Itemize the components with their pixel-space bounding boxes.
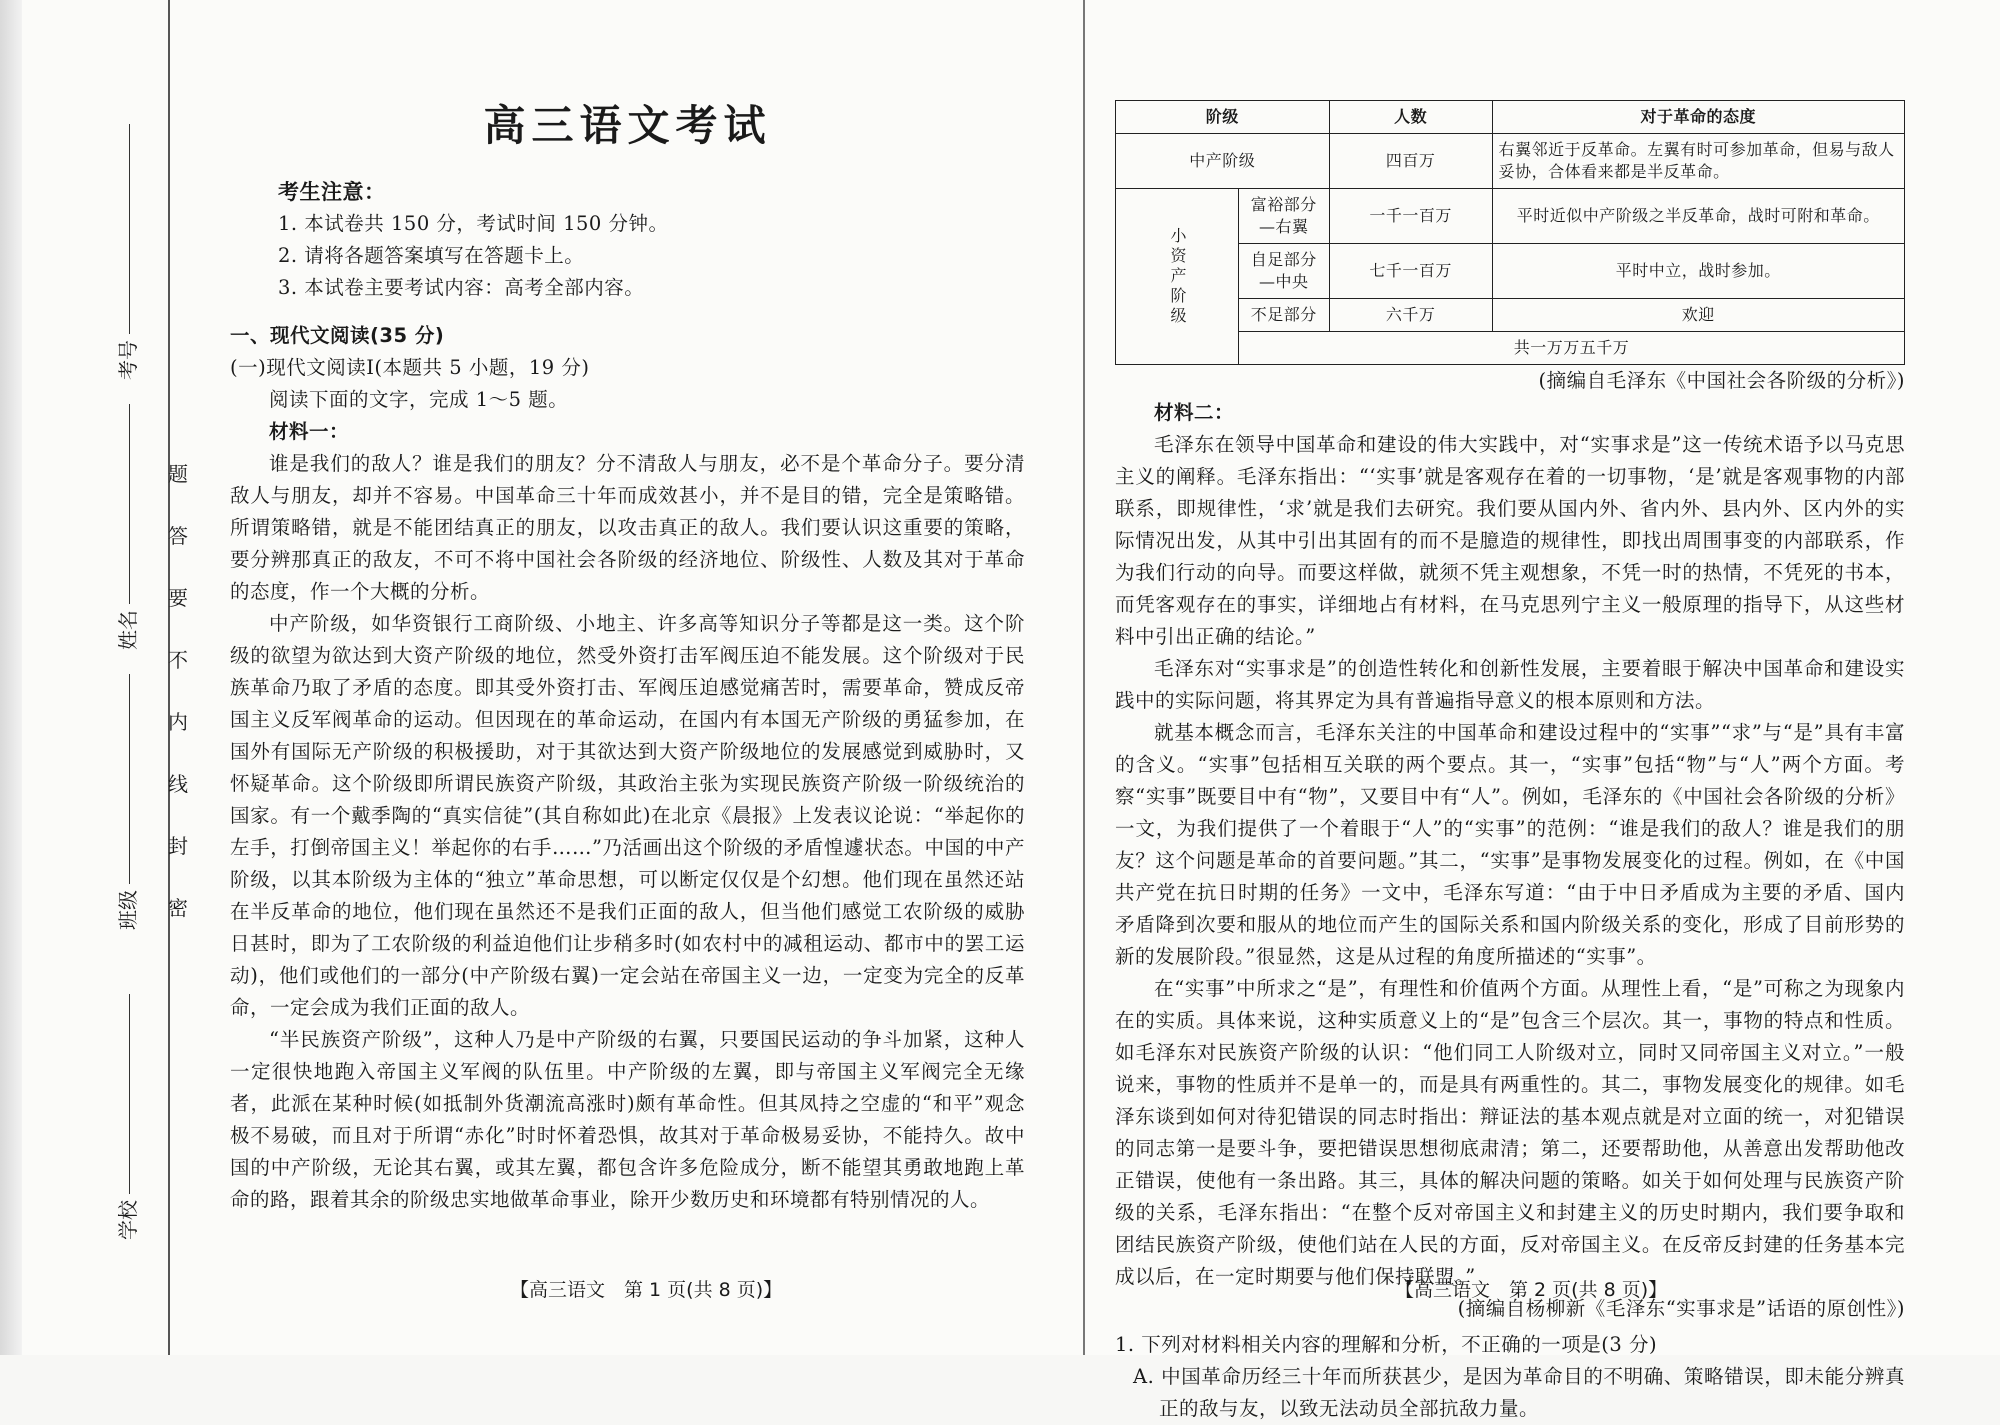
option-a: A. 中国革命历经三十年而所获甚少，是因为革命目的不明确、策略错误，即未能分辨真正的敌与友，以致无法动员全部抗敌力量。 <box>1133 1365 1905 1420</box>
exam-number-field[interactable]: 考号 <box>112 124 141 380</box>
fold-line <box>168 0 170 1355</box>
source-citation: (摘编自毛泽东《中国社会各阶级的分析》) <box>1538 369 1905 392</box>
seal-char: 题 <box>168 462 188 486</box>
table-cell: 平时近似中产阶级之半反革命，战时可附和革命。 <box>1492 189 1904 244</box>
seal-char: 内 <box>168 710 188 734</box>
paragraph: 毛泽东在领导中国革命和建设的伟大实践中，对“实事求是”这一传统术语予以马克思主义的阐释。毛泽东指出：“‘实事’就是客观存在着的一切事物，‘是’就是客观事物的内部联系，即规律性，‘求’就是我们去研究。我们要从国内外、省内外、县内外、区内外的实际情况出发，从其中引出其固有的而不是臆造的规律性，即找出周围事变的内部联系，作为我们行动的向导。而要这样做，就须不凭主观想象，不凭一时的热情，不凭死的书本，而凭客观存在的事实，详细地占有材料，在马克思列宁主义一般原理的指导下，从这些材料中引出正确的结论。” <box>1115 433 1905 648</box>
seal-char: 封 <box>168 834 188 858</box>
page-footer: 【高三语文 第 1 页(共 8 页)】 <box>510 1279 783 1301</box>
name-field[interactable]: 姓名 <box>112 404 141 650</box>
table-header: 对于革命的态度 <box>1492 101 1904 134</box>
paragraph: 谁是我们的敌人？谁是我们的朋友？分不清敌人与朋友，必不是个革命分子。要分清敌人与朋友，却并不容易。中国革命三十年而成效甚小，并不是目的错，完全是策略错。所谓策略错，就是不能团结真正的朋友，以攻击真正的敌人。我们要认识这重要的策略，要分辨那真正的敌友，不可不将中国社会各阶级的经济地位、阶级性、人数及其对于革命的态度，作一个大概的分析。 <box>230 452 1025 603</box>
notice-item: 2. 请将各题答案填写在答题卡上。 <box>278 244 585 267</box>
table-row <box>1116 134 1905 189</box>
section-heading: 一、现代文阅读(35 分) <box>230 324 445 347</box>
seal-char: 密 <box>168 896 188 920</box>
table-cell: 中产阶级 <box>1116 134 1330 189</box>
scan-edge <box>0 0 22 1355</box>
seal-char: 答 <box>168 524 188 548</box>
paragraph: 就基本概念而言，毛泽东关注的中国革命和建设过程中的“实事”“求”与“是”具有丰富的含义。“实事”包括相互关联的两个要点。其一，“实事”包括“物”与“人”两个方面。考察“实事”既要目中有“物”，又要目中有“人”。例如，毛泽东的《中国社会各阶级的分析》一文，为我们提供了一个着眼于“人”的“实事”的范例：“谁是我们的敌人？谁是我们的朋友？这个问题是革命的首要问题。”其二，“实事”是事物发展变化的过程。例如，在《中国共产党在抗日时期的任务》一文中，毛泽东写道：“由于中日矛盾成为主要的矛盾、国内矛盾降到次要和服从的地位而产生的国际关系和国内阶级关系的变化，形成了目前形势的新的发展阶段。”很显然，这是从过程的角度所描述的“实事”。 <box>1115 721 1905 968</box>
table-row <box>1116 189 1905 244</box>
table-header-row <box>1116 101 1905 134</box>
source-citation: (摘编自杨柳新《毛泽东“实事求是”话语的原创性》) <box>1457 1297 1905 1320</box>
question-1: 1. 下列对材料相关内容的理解和分析，不正确的一项是(3 分) <box>1115 1333 1658 1356</box>
left-page <box>230 101 1025 1216</box>
class-field[interactable]: 班级 <box>112 674 141 930</box>
page-footer: 【高三语文 第 2 页(共 8 页)】 <box>1395 1279 1668 1301</box>
table-row-group-label: 小资产阶级 <box>1116 189 1239 365</box>
material-label: 材料一： <box>269 420 350 443</box>
paragraph: 中产阶级，如华资银行工商阶级、小地主、许多高等知识分子等都是这一类。这个阶级的欲望为欲达到大资产阶级的地位，然受外资打击军阀压迫不能发展。这个阶级对于民族革命乃取了矛盾的态度。即其受外资打击、军阀压迫感觉痛苦时，需要革命，赞成反帝国主义反军阀革命的运动。但因现在的革命运动，在国内有本国无产阶级的勇猛参加，在国外有国际无产阶级的积极援助，对于其欲达到大资产阶级地位的发展感觉到威胁时，又怀疑革命。这个阶级即所谓民族资产阶级，其政治主张为实现民族资产阶级一阶级统治的国家。有一个戴季陶的“真实信徒”(其自称如此)在北京《晨报》上发表议论说：“举起你的左手，打倒帝国主义！举起你的右手……”乃活画出这个阶级的矛盾惶遽状态。中国的中产阶级，以其本阶级为主体的“独立”革命思想，可以断定仅仅是个幻想。他们现在虽然还站在半反革命的地位，他们现在虽然还不是我们正面的敌人，但当他们感觉工农阶级的威胁日甚时，即为了工农阶级的利益迫他们让步稍多时(如农村中的减租运动、都市中的罢工运动)，他们或他们的一部分(中产阶级右翼)一定会站在帝国主义一边，一定变为完全的反革命，一定会成为我们正面的敌人。 <box>230 612 1025 1019</box>
paragraph: 毛泽东对“实事求是”的创造性转化和创新性发展，主要着眼于解决中国革命和建设实践中的实际问题，将其界定为具有普遍指导意义的根本原则和方法。 <box>1115 657 1905 712</box>
table-cell: 四百万 <box>1329 134 1492 189</box>
binding-margin <box>22 0 192 1355</box>
notice-heading: 考生注意： <box>278 180 386 204</box>
seal-char: 要 <box>168 586 188 610</box>
notice-item: 3. 本试卷主要考试内容：高考全部内容。 <box>278 276 645 299</box>
table-header: 人数 <box>1329 101 1492 134</box>
table-cell: 七千一百万 <box>1329 244 1492 299</box>
table-cell: 右翼邻近于反革命。左翼有时可参加革命，但易与敌人妥协，合体看来都是半反革命。 <box>1492 134 1904 189</box>
table-cell: 富裕部分—右翼 <box>1239 189 1330 244</box>
seal-char: 不 <box>168 648 188 672</box>
table-cell: 六千万 <box>1329 299 1492 332</box>
paragraph: 在“实事”中所求之“是”，有理性和价值两个方面。从理性上看，“是”可称之为现象内在的实质。具体来说，这种实质意义上的“是”包含三个层次。其一，事物的特点和性质。如毛泽东对民族资产阶级的认识：“他们同工人阶级对立，同时又同帝国主义对立。”一般说来，事物的性质并不是单一的，而是具有两重性的。其二，事物发展变化的规律。如毛泽东谈到如何对待犯错误的同志时指出：辩证法的基本观点就是对立面的统一，对犯错误的同志第一是要斗争，要把错误思想彻底肃清；第二，还要帮助他，从善意出发帮助他改正错误，使他有一条出路。其三，具体的解决问题的策略。如关于如何处理与民族资产阶级的关系，毛泽东指出：“在整个反对帝国主义和封建主义的历史时期内，我们要争取和团结民族资产阶级，使他们站在人民的方面，反对帝国主义。在反帝反封建的任务基本完成以后，在一定时期要与他们保持联盟。” <box>1115 977 1905 1288</box>
table-total: 共一万万五千万 <box>1239 332 1905 365</box>
table-cell: 欢迎 <box>1492 299 1904 332</box>
material-label: 材料二： <box>1154 401 1235 424</box>
school-field[interactable]: 学校 <box>112 994 141 1240</box>
table-header: 阶级 <box>1116 101 1330 134</box>
table-cell: 平时中立，战时参加。 <box>1492 244 1904 299</box>
page-divider <box>1083 0 1085 1355</box>
page-title: 高三语文考试 <box>483 101 772 150</box>
instruction: 阅读下面的文字，完成 1～5 题。 <box>269 388 569 411</box>
notice-item: 1. 本试卷共 150 分，考试时间 150 分钟。 <box>278 212 669 235</box>
right-page <box>1115 100 1905 1425</box>
subsection-heading: (一)现代文阅读Ⅰ(本题共 5 小题，19 分) <box>230 356 590 379</box>
class-analysis-table <box>1115 100 1905 365</box>
table-cell: 一千一百万 <box>1329 189 1492 244</box>
seal-char: 线 <box>168 772 188 796</box>
table-cell: 不足部分 <box>1239 299 1330 332</box>
table-cell: 自足部分—中央 <box>1239 244 1330 299</box>
paragraph: “半民族资产阶级”，这种人乃是中产阶级的右翼，只要国民运动的争斗加紧，这种人一定很快地跑入帝国主义军阀的队伍里。中产阶级的左翼，即与帝国主义军阀完全无缘者，此派在某种时候(如抵制外货潮流高涨时)颇有革命性。但其凤持之空虚的“和平”观念极不易破，而且对于所谓“赤化”时时怀着恐惧，故其对于革命极易妥协，不能持久。故中国的中产阶级，无论其右翼，或其左翼，都包含许多危险成分，断不能望其勇敢地跑上革命的路，跟着其余的阶级忠实地做革命事业，除开少数历史和环境都有特别情况的人。 <box>230 1028 1025 1211</box>
